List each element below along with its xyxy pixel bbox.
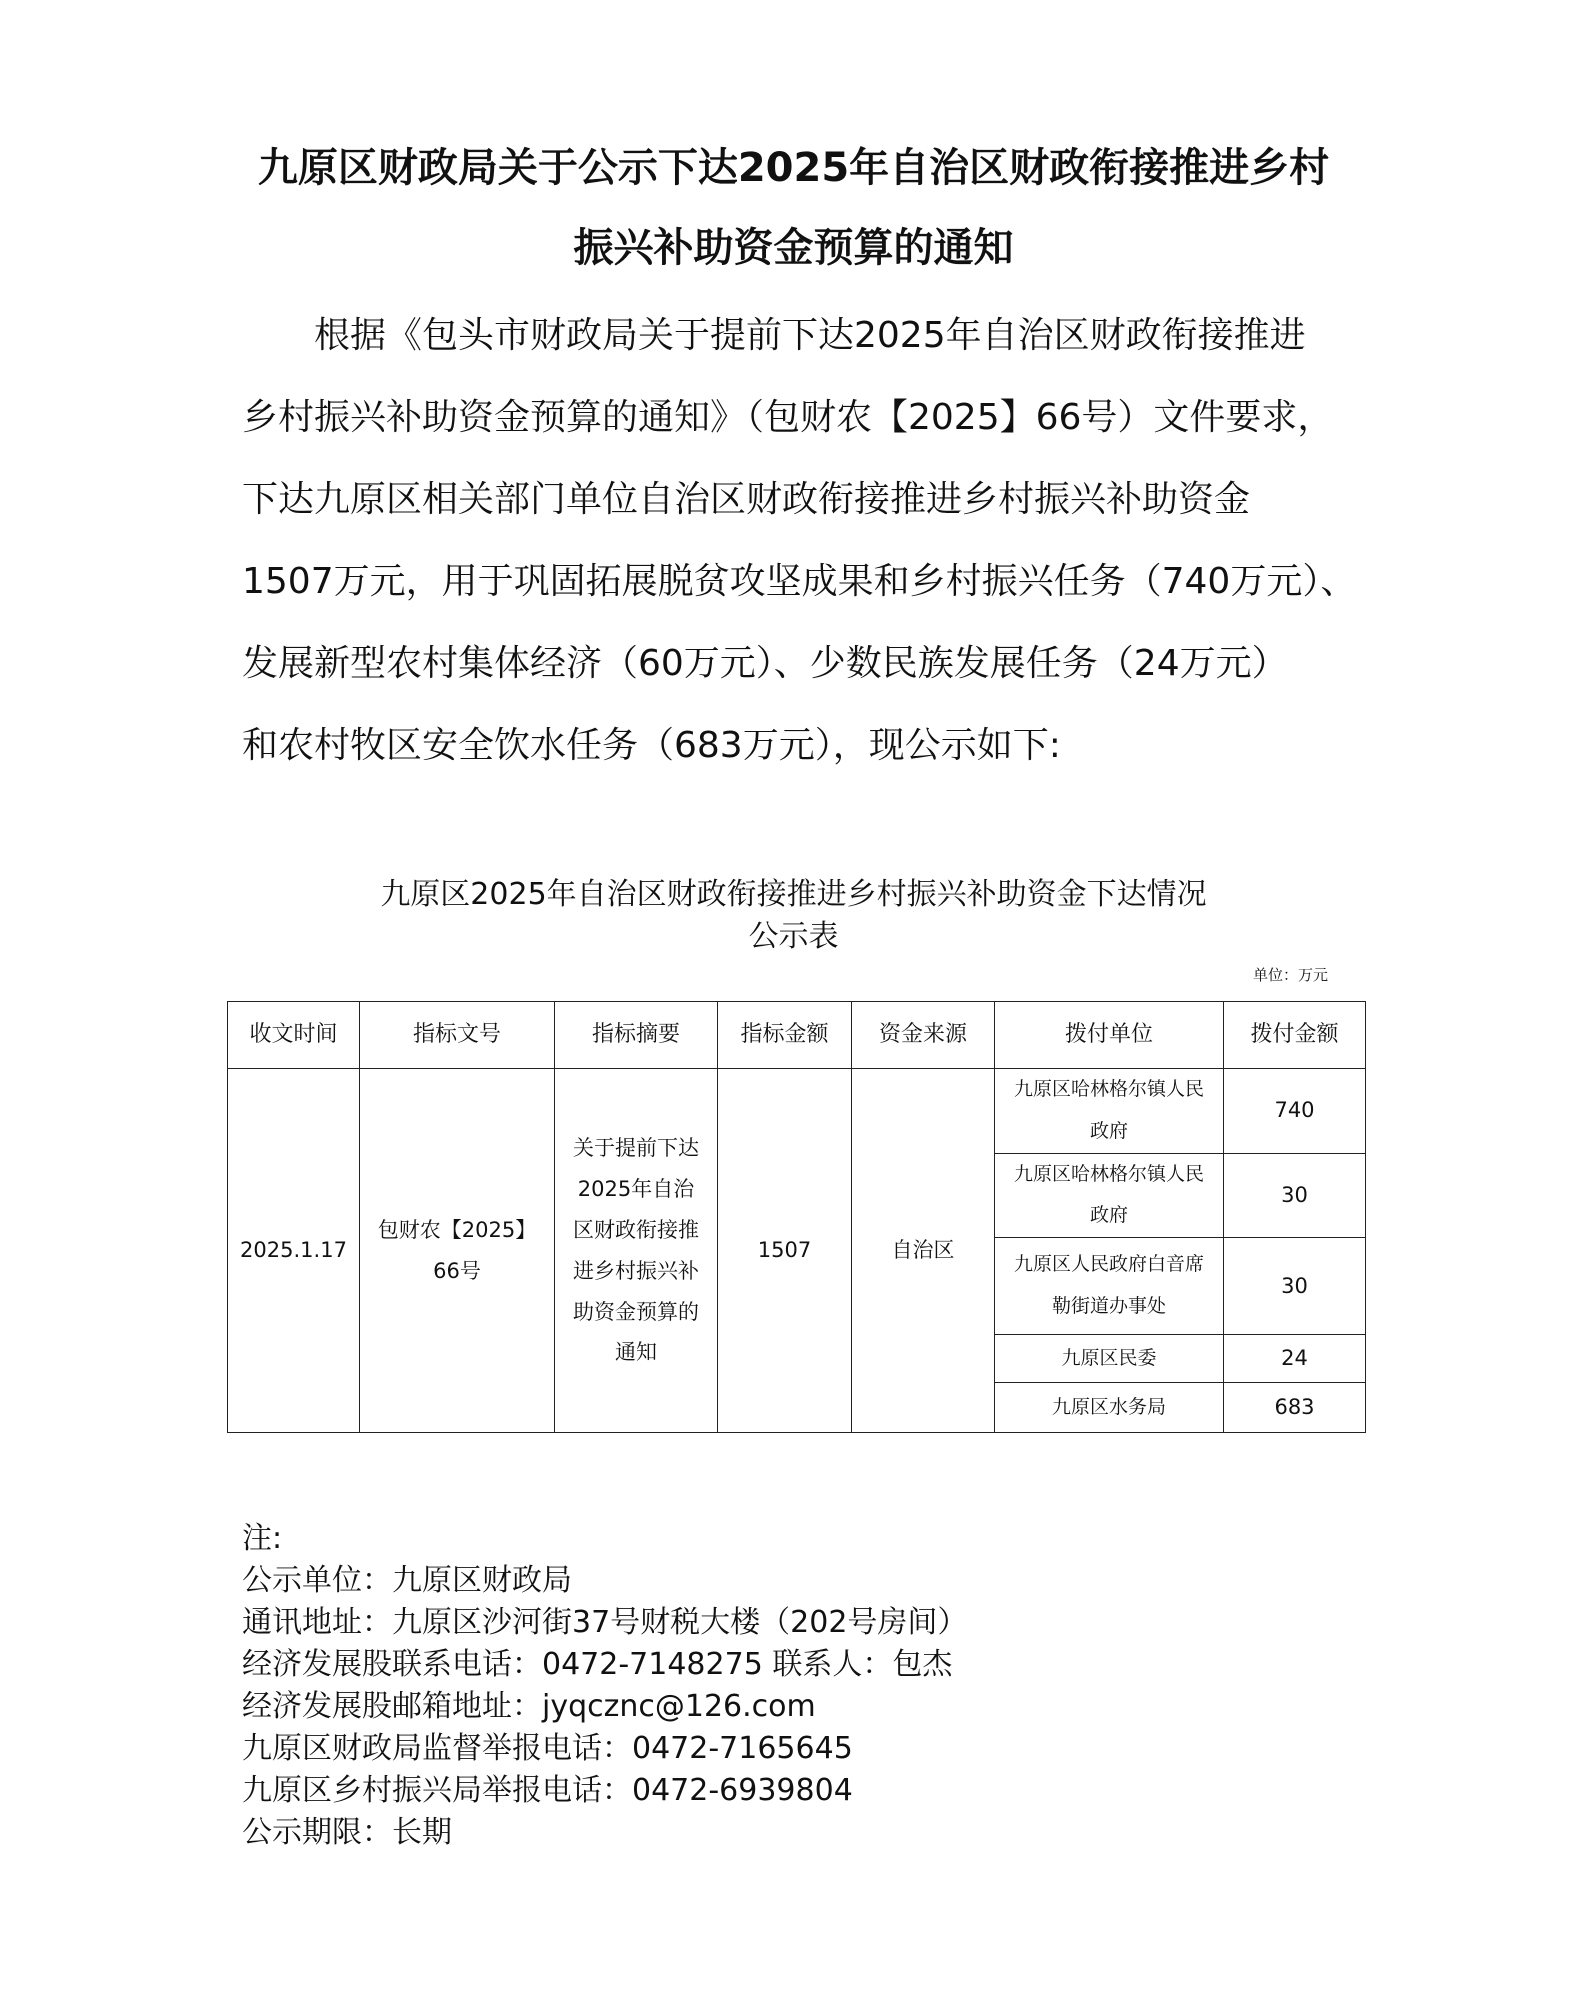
received-date-cell: 2025.1.17	[228, 1069, 360, 1433]
document-title-line-1: 九原区财政局关于公示下达2025年自治区财政衔接推进乡村	[257, 145, 1330, 191]
header-summary: 指标摘要	[555, 1002, 718, 1069]
body-paragraph-line: 1507万元，用于巩固拓展脱贫攻坚成果和乡村振兴任务（740万元）、	[242, 561, 1357, 602]
header-amount: 指标金额	[718, 1002, 852, 1069]
unit-note: 单位：万元	[1253, 966, 1329, 984]
pay-amount-cell: 740	[1224, 1069, 1366, 1154]
notes-line: 九原区乡村振兴局举报电话：0472-6939804	[242, 1773, 853, 1808]
source-cell: 自治区	[852, 1069, 995, 1433]
notes-line: 经济发展股邮箱地址：jyqcznc@126.com	[242, 1689, 816, 1724]
summary-cell: 关于提前下达2025年自治区财政衔接推进乡村振兴补助资金预算的通知	[555, 1069, 718, 1433]
pay-unit-cell: 九原区哈林格尔镇人民政府	[995, 1153, 1224, 1238]
doc-number-cell: 包财农【2025】66号	[360, 1069, 555, 1433]
body-paragraph-line: 根据《包头市财政局关于提前下达2025年自治区财政衔接推进	[314, 315, 1306, 356]
header-received-date: 收文时间	[228, 1002, 360, 1069]
pay-amount-cell: 683	[1224, 1383, 1366, 1433]
body-paragraph-line: 乡村振兴补助资金预算的通知》（包财农【2025】66号）文件要求，	[242, 397, 1334, 438]
body-paragraph-line: 和农村牧区安全饮水任务（683万元），现公示如下:	[242, 725, 1061, 766]
header-pay-unit: 拨付单位	[995, 1002, 1224, 1069]
amount-cell: 1507	[718, 1069, 852, 1433]
notes-line: 九原区财政局监督举报电话：0472-7165645	[242, 1731, 853, 1766]
pay-amount-cell: 24	[1224, 1335, 1366, 1383]
pay-unit-cell: 九原区水务局	[995, 1383, 1224, 1433]
pay-unit-cell: 九原区民委	[995, 1335, 1224, 1383]
pay-amount-cell: 30	[1224, 1153, 1366, 1238]
notes-heading: 注:	[242, 1521, 283, 1556]
notes-line: 通讯地址：九原区沙河街37号财税大楼（202号房间）	[242, 1605, 968, 1640]
header-pay-amount: 拨付金额	[1224, 1002, 1366, 1069]
notes-line: 经济发展股联系电话：0472-7148275 联系人：包杰	[242, 1647, 953, 1682]
pay-amount-cell: 30	[1224, 1238, 1366, 1335]
table-row	[228, 1069, 1366, 1154]
body-paragraph-line: 下达九原区相关部门单位自治区财政衔接推进乡村振兴补助资金	[242, 479, 1251, 520]
header-doc-number: 指标文号	[360, 1002, 555, 1069]
table-header-row	[228, 1002, 1366, 1069]
notes-line: 公示单位：九原区财政局	[242, 1563, 572, 1598]
allocation-table	[227, 1001, 1366, 1433]
pay-unit-cell: 九原区人民政府白音席勒街道办事处	[995, 1238, 1224, 1335]
document-title-line-2: 振兴补助资金预算的通知	[573, 225, 1014, 271]
pay-unit-cell: 九原区哈林格尔镇人民政府	[995, 1069, 1224, 1154]
table-title-line-2: 公示表	[748, 919, 839, 954]
notes-line: 公示期限：长期	[242, 1815, 452, 1850]
table-title-line-1: 九原区2025年自治区财政衔接推进乡村振兴补助资金下达情况	[380, 877, 1207, 912]
body-paragraph-line: 发展新型农村集体经济（60万元）、少数民族发展任务（24万元）	[242, 643, 1288, 684]
header-source: 资金来源	[852, 1002, 995, 1069]
